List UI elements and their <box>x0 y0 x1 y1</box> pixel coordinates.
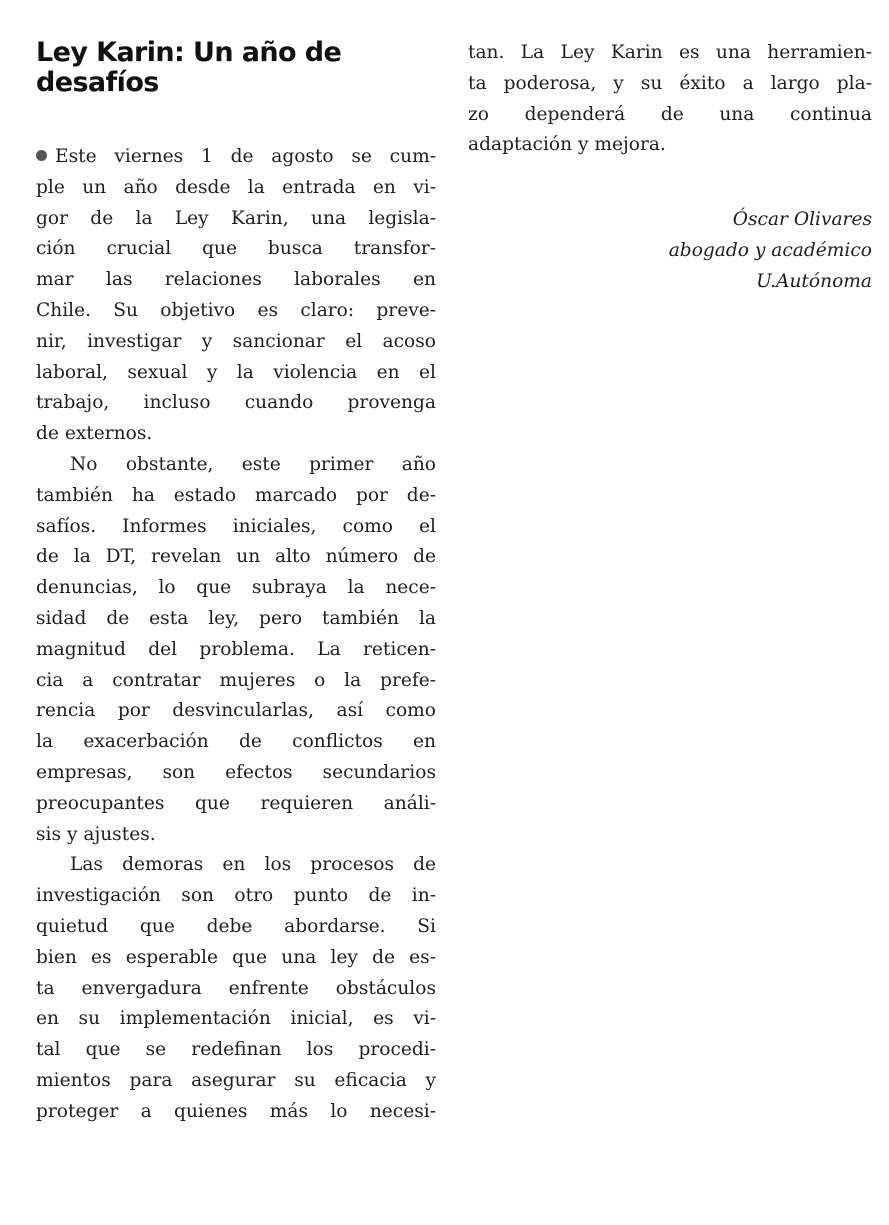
text-line: empresas, son efectos secundarios <box>36 761 436 783</box>
text-line: ple un año desde la entrada en vi- <box>36 176 436 198</box>
article-body-left <box>36 142 436 1128</box>
text-line: denuncias, lo que subraya la nece- <box>36 577 436 599</box>
text-line: mientos para asegurar su eficacia y <box>36 1069 436 1091</box>
text-line: quietud que debe abordarse. Si <box>36 915 436 937</box>
text-line: ción crucial que busca transfor- <box>36 238 436 260</box>
text-line: safíos. Informes iniciales, como el <box>36 515 436 537</box>
text-line: nir, investigar y sancionar el acoso <box>36 330 436 352</box>
text-line: rencia por desvincularlas, así como <box>36 700 436 722</box>
author-role: abogado y académico <box>668 239 872 261</box>
text-line: también ha estado marcado por de- <box>36 484 436 506</box>
text-line: adaptación y mejora. <box>468 134 666 156</box>
text-line: gor de la Ley Karin, una legisla- <box>36 207 436 229</box>
text-line: No obstante, este primer año <box>70 453 436 475</box>
text-line: investigación son otro punto de in- <box>36 885 436 907</box>
author-signature <box>468 205 872 297</box>
article-body-right <box>468 38 872 161</box>
headline-line: desafíos <box>36 67 159 98</box>
text-line: sis y ajustes. <box>36 823 156 845</box>
text-line: mar las relaciones laborales en <box>36 269 436 291</box>
article-headline <box>36 38 436 98</box>
text-line: cia a contratar mujeres o la prefe- <box>36 669 436 691</box>
author-name: Óscar Olivares <box>732 209 872 230</box>
text-line: laboral, sexual y la violencia en el <box>36 361 436 383</box>
text-line: la exacerbación de conflictos en <box>36 731 436 753</box>
text-line: Las demoras en los procesos de <box>70 854 436 876</box>
text-line: trabajo, incluso cuando provenga <box>36 392 436 414</box>
text-line: tal que se redefinan los procedi- <box>36 1039 436 1061</box>
text-line: proteger a quienes más lo necesi- <box>36 1100 436 1122</box>
author-affiliation: U.Autónoma <box>756 270 872 292</box>
text-line: zo dependerá de una continua <box>468 103 872 125</box>
text-line: en su implementación inicial, es vi- <box>36 1008 436 1030</box>
bullet-icon <box>36 150 47 161</box>
text-line: de externos. <box>36 423 153 445</box>
text-line: sidad de esta ley, pero también la <box>36 607 436 629</box>
text-line: Chile. Su objetivo es claro: preve- <box>36 299 436 321</box>
text-line: Este viernes 1 de agosto se cum- <box>36 142 436 173</box>
text-line: ta poderosa, y su éxito a largo pla- <box>468 72 872 94</box>
headline-line: Ley Karin: Un año de <box>36 37 342 68</box>
text-line: ta envergadura enfrente obstáculos <box>36 977 436 999</box>
text-line: preocupantes que requieren análi- <box>36 792 436 814</box>
text-line: de la DT, revelan un alto número de <box>36 546 436 568</box>
text-line: bien es esperable que una ley de es- <box>36 946 436 968</box>
text-line: magnitud del problema. La reticen- <box>36 638 436 660</box>
text-line: tan. La Ley Karin es una herramien- <box>468 42 872 63</box>
